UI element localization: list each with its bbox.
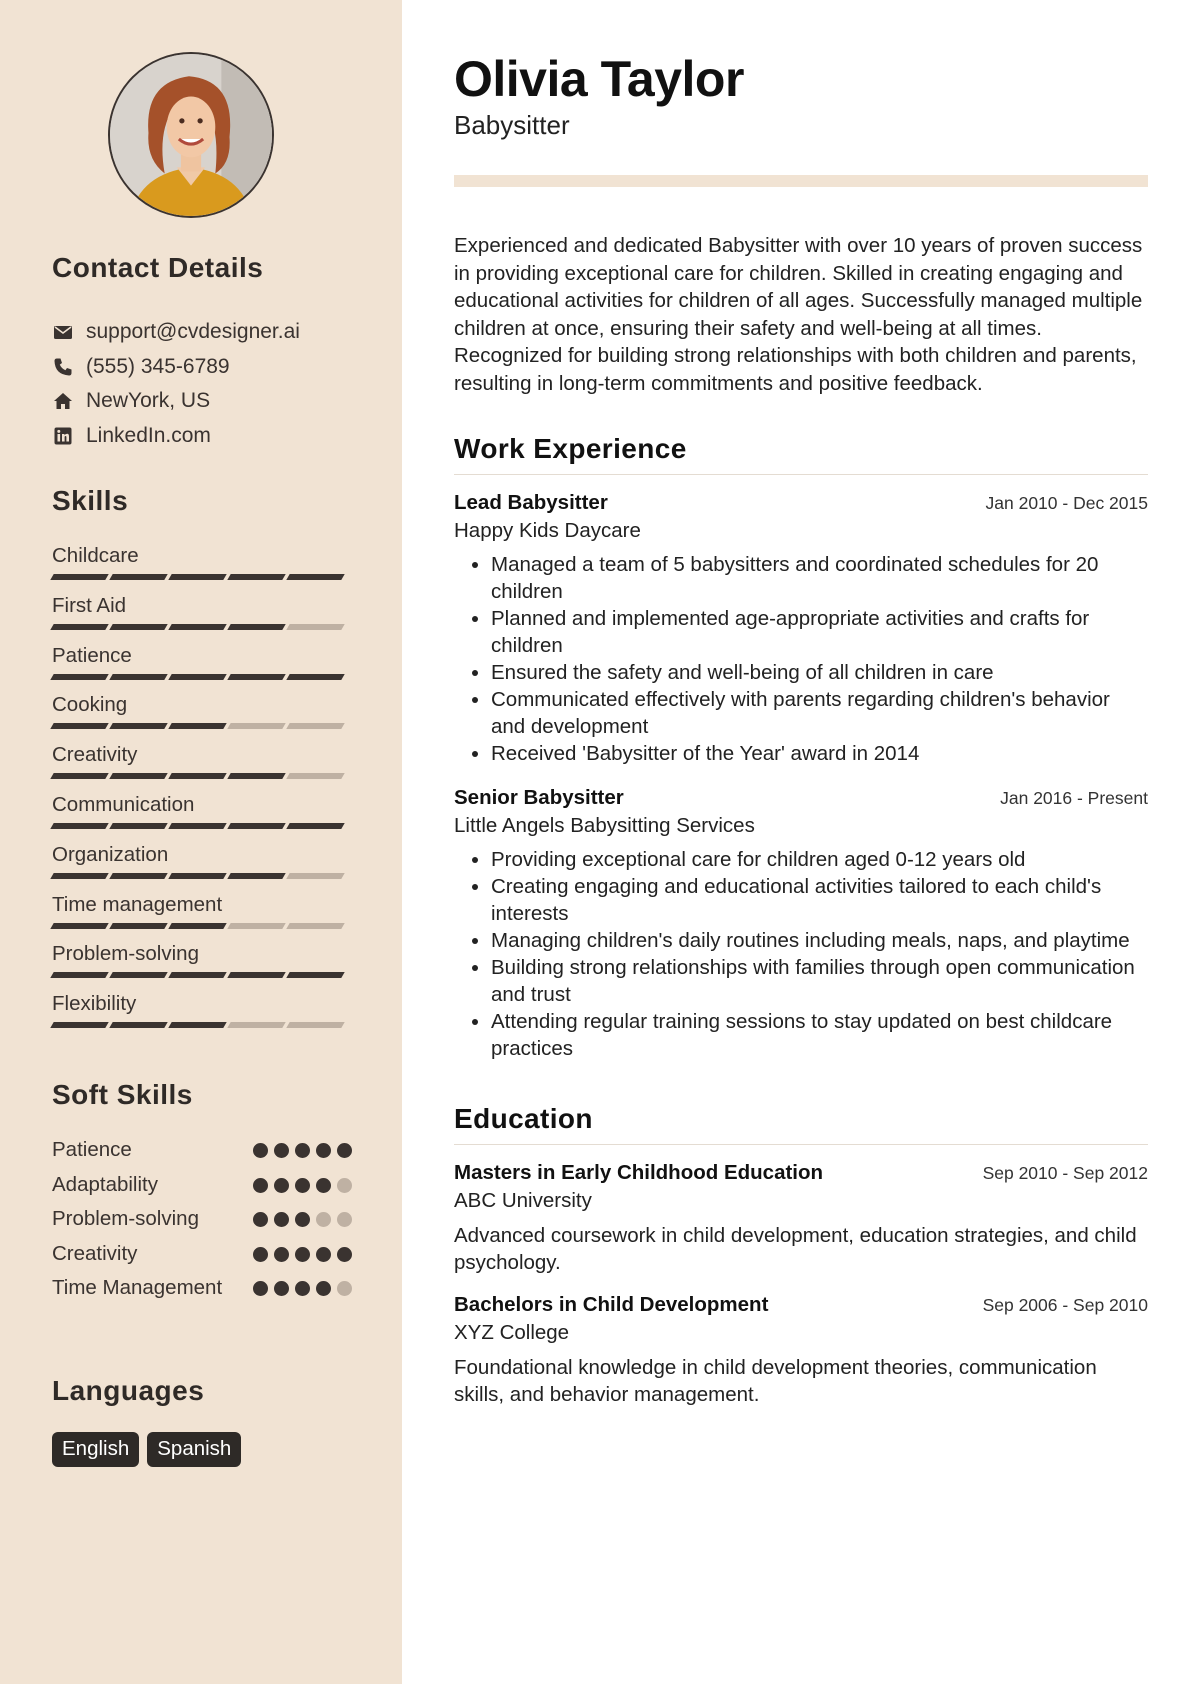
skill-level-bar	[52, 624, 352, 630]
skill-level-segment	[227, 624, 285, 630]
skill-level-segment	[227, 823, 285, 829]
skill-level-segment	[286, 823, 344, 829]
skill-level-segment	[227, 1022, 285, 1028]
linkedin-icon	[52, 425, 74, 447]
skill-level-segment	[227, 723, 285, 729]
skill-row	[52, 990, 352, 1040]
skill-level-bar	[52, 773, 352, 779]
job-title: Senior Babysitter	[454, 786, 624, 809]
contact-linkedin-text[interactable]: LinkedIn.com	[86, 423, 211, 447]
rating-dot	[274, 1281, 289, 1296]
skill-level-segment	[286, 873, 344, 879]
contact-email-text[interactable]: support@cvdesigner.ai	[86, 320, 300, 344]
rating-dot	[316, 1281, 331, 1296]
soft-skill-name: Time Management	[52, 1276, 223, 1299]
soft-skill-rating	[253, 1171, 352, 1193]
rating-dot	[253, 1247, 268, 1262]
skill-level-segment	[50, 674, 108, 680]
skill-level-bar	[52, 873, 352, 879]
rating-dot	[316, 1212, 331, 1227]
skill-level-segment	[286, 923, 344, 929]
skill-level-bar	[52, 1022, 352, 1028]
rating-dot	[274, 1178, 289, 1193]
soft-skill-rating	[253, 1240, 352, 1262]
skill-level-segment	[50, 972, 108, 978]
section-divider	[454, 474, 1148, 475]
skill-level-segment	[168, 873, 226, 879]
skill-level-segment	[50, 773, 108, 779]
rating-dot	[316, 1143, 331, 1158]
skill-level-segment	[50, 823, 108, 829]
skill-level-segment	[50, 923, 108, 929]
skill-level-segment	[109, 923, 167, 929]
soft-skill-row	[52, 1274, 352, 1309]
skill-level-bar	[52, 674, 352, 680]
skill-name: Creativity	[52, 743, 138, 767]
rating-dot	[337, 1143, 352, 1158]
soft-skill-name: Patience	[52, 1138, 132, 1161]
contact-heading: Contact Details	[52, 252, 264, 283]
skill-level-bar	[52, 972, 352, 978]
phone-icon	[52, 356, 74, 378]
sidebar	[0, 0, 402, 1684]
soft-skill-rating	[253, 1136, 352, 1158]
soft-skill-row	[52, 1205, 352, 1240]
soft-skills-heading: Soft Skills	[52, 1079, 193, 1110]
skill-level-segment	[168, 923, 226, 929]
skill-level-segment	[168, 823, 226, 829]
job-dates: Jan 2010 - Dec 2015	[985, 493, 1148, 513]
skill-level-segment	[50, 723, 108, 729]
home-icon	[52, 390, 74, 412]
skill-level-segment	[109, 723, 167, 729]
rating-dot	[295, 1178, 310, 1193]
contact-location-text: NewYork, US	[86, 389, 211, 413]
rating-dot	[316, 1247, 331, 1262]
skill-name: Time management	[52, 892, 223, 916]
rating-dot	[274, 1247, 289, 1262]
language-badge: Spanish	[147, 1432, 241, 1467]
soft-skill-name: Problem-solving	[52, 1207, 199, 1230]
soft-skill-name: Adaptability	[52, 1172, 158, 1196]
rating-dot	[337, 1178, 352, 1193]
skill-level-bar	[52, 574, 352, 580]
work-entry	[454, 491, 1148, 767]
skill-level-bar	[52, 923, 352, 929]
education-heading: Education	[454, 1103, 593, 1134]
contact-phone	[52, 350, 382, 385]
profile-photo	[108, 52, 274, 218]
job-bullet: • Received 'Babysitter of the Year' award in 2014	[491, 740, 1148, 767]
job-bullet: • Planned and implemented age-appropriate activities and crafts for children	[491, 605, 1148, 659]
skills-list	[52, 542, 352, 1040]
soft-skills-list	[52, 1136, 352, 1309]
rating-dot	[295, 1212, 310, 1227]
job-bullet: • Building strong relationships with families through open communication and trust	[491, 954, 1148, 1008]
skill-row	[52, 891, 352, 941]
skill-level-segment	[109, 1022, 167, 1028]
degree-description: Advanced coursework in child development, education strategies, and child psychology.	[454, 1224, 1137, 1274]
rating-dot	[337, 1281, 352, 1296]
rating-dot	[274, 1212, 289, 1227]
skill-level-segment	[227, 923, 285, 929]
employer: Little Angels Babysitting Services	[454, 814, 755, 837]
skill-level-segment	[109, 823, 167, 829]
skills-heading: Skills	[52, 485, 129, 516]
job-bullet: • Managing children's daily routines including meals, naps, and playtime	[491, 927, 1148, 954]
education-entry	[454, 1161, 1148, 1276]
skill-level-segment	[168, 674, 226, 680]
envelope-icon	[52, 321, 74, 343]
skill-row	[52, 741, 352, 791]
contact-phone-text[interactable]: (555) 345-6789	[86, 354, 230, 378]
skill-level-segment	[109, 574, 167, 580]
language-badge: English	[52, 1432, 139, 1467]
skill-level-bar	[52, 723, 352, 729]
job-bullet: • Attending regular training sessions to stay updated on best childcare practices	[491, 1008, 1148, 1062]
skill-level-segment	[168, 574, 226, 580]
soft-skill-name: Creativity	[52, 1241, 138, 1265]
rating-dot	[316, 1178, 331, 1193]
skill-level-segment	[50, 873, 108, 879]
job-bullet: • Providing exceptional care for children aged 0-12 years old	[491, 846, 1148, 873]
languages-heading: Languages	[52, 1375, 205, 1406]
soft-skill-row	[52, 1171, 352, 1206]
institution: XYZ College	[454, 1321, 570, 1344]
rating-dot	[295, 1281, 310, 1296]
rating-dot	[253, 1281, 268, 1296]
profile-summary: Experienced and dedicated Babysitter with over 10 years of proven success in providing exceptional care for children. Skilled in creating engaging and educational activities for children of all ages. Successfully managed multiple children at once, ensuring their safety and well-being at all times. Recognized for building strong relationships with both children and parents, resulting in long-term commitments and positive feedback.	[454, 234, 1143, 395]
skill-name: Childcare	[52, 544, 139, 567]
skill-level-segment	[227, 873, 285, 879]
job-bullets	[454, 846, 1148, 1062]
contact-location	[52, 384, 382, 419]
skill-level-segment	[286, 1022, 344, 1028]
skill-row	[52, 592, 352, 642]
degree-description: Foundational knowledge in child development theories, communication skills, and behavior management.	[454, 1356, 1097, 1406]
skill-row	[52, 691, 352, 741]
rating-dot	[253, 1178, 268, 1193]
institution: ABC University	[454, 1189, 592, 1212]
soft-skill-row	[52, 1136, 352, 1171]
soft-skill-rating	[253, 1274, 352, 1296]
education-entry	[454, 1293, 1148, 1408]
job-dates: Jan 2016 - Present	[1000, 788, 1148, 808]
rating-dot	[337, 1247, 352, 1262]
job-bullet: • Communicated effectively with parents regarding children's behavior and development	[491, 686, 1148, 740]
rating-dot	[337, 1212, 352, 1227]
section-divider	[454, 1144, 1148, 1145]
skill-row	[52, 841, 352, 891]
skill-level-segment	[227, 574, 285, 580]
skill-name: Communication	[52, 792, 195, 816]
degree-dates: Sep 2006 - Sep 2010	[982, 1295, 1148, 1315]
skill-level-segment	[227, 972, 285, 978]
skill-name: Patience	[52, 643, 132, 667]
candidate-name: Olivia Taylor	[454, 51, 744, 107]
skill-level-segment	[109, 624, 167, 630]
degree-dates: Sep 2010 - Sep 2012	[982, 1163, 1148, 1183]
portrait-image	[110, 54, 272, 216]
skill-name: First Aid	[52, 593, 127, 617]
work-entry	[454, 786, 1148, 1062]
skill-level-segment	[109, 873, 167, 879]
contact-linkedin	[52, 419, 382, 454]
skill-level-segment	[168, 1022, 226, 1028]
skill-level-segment	[286, 624, 344, 630]
skill-name: Problem-solving	[52, 942, 199, 966]
skill-level-segment	[109, 972, 167, 978]
languages-list	[52, 1432, 241, 1467]
skill-level-segment	[168, 773, 226, 779]
skill-level-segment	[227, 674, 285, 680]
skill-level-segment	[168, 972, 226, 978]
rating-dot	[295, 1143, 310, 1158]
skill-level-segment	[50, 574, 108, 580]
employer: Happy Kids Daycare	[454, 519, 641, 542]
skill-level-bar	[52, 823, 352, 829]
skill-level-segment	[109, 674, 167, 680]
contact-email	[52, 315, 382, 350]
degree-title: Masters in Early Childhood Education	[454, 1161, 824, 1184]
candidate-role: Babysitter	[454, 110, 570, 140]
rating-dot	[295, 1247, 310, 1262]
skill-level-segment	[227, 773, 285, 779]
skill-row	[52, 791, 352, 841]
skill-level-segment	[50, 1022, 108, 1028]
job-bullets	[454, 551, 1148, 767]
soft-skill-rating	[253, 1205, 352, 1227]
skill-level-segment	[286, 674, 344, 680]
skill-level-segment	[50, 624, 108, 630]
skill-row	[52, 542, 352, 592]
rating-dot	[253, 1212, 268, 1227]
skill-row	[52, 940, 352, 990]
skill-name: Organization	[52, 842, 169, 866]
header-divider	[454, 175, 1148, 187]
job-bullet: • Managed a team of 5 babysitters and coordinated schedules for 20 children	[491, 551, 1148, 605]
degree-title: Bachelors in Child Development	[454, 1293, 769, 1316]
skill-name: Flexibility	[52, 992, 137, 1016]
skill-level-segment	[168, 624, 226, 630]
job-bullet: • Creating engaging and educational activities tailored to each child's interests	[491, 873, 1148, 927]
skill-row	[52, 642, 352, 692]
skill-level-segment	[286, 723, 344, 729]
skill-name: Cooking	[52, 693, 128, 717]
work-experience-heading: Work Experience	[454, 433, 687, 464]
skill-level-segment	[109, 773, 167, 779]
skill-level-segment	[286, 773, 344, 779]
rating-dot	[253, 1143, 268, 1158]
soft-skill-row	[52, 1240, 352, 1275]
rating-dot	[274, 1143, 289, 1158]
contact-list	[52, 315, 382, 453]
job-bullet: • Ensured the safety and well-being of all children in care	[491, 659, 1148, 686]
job-title: Lead Babysitter	[454, 491, 608, 514]
skill-level-segment	[168, 723, 226, 729]
skill-level-segment	[286, 972, 344, 978]
skill-level-segment	[286, 574, 344, 580]
